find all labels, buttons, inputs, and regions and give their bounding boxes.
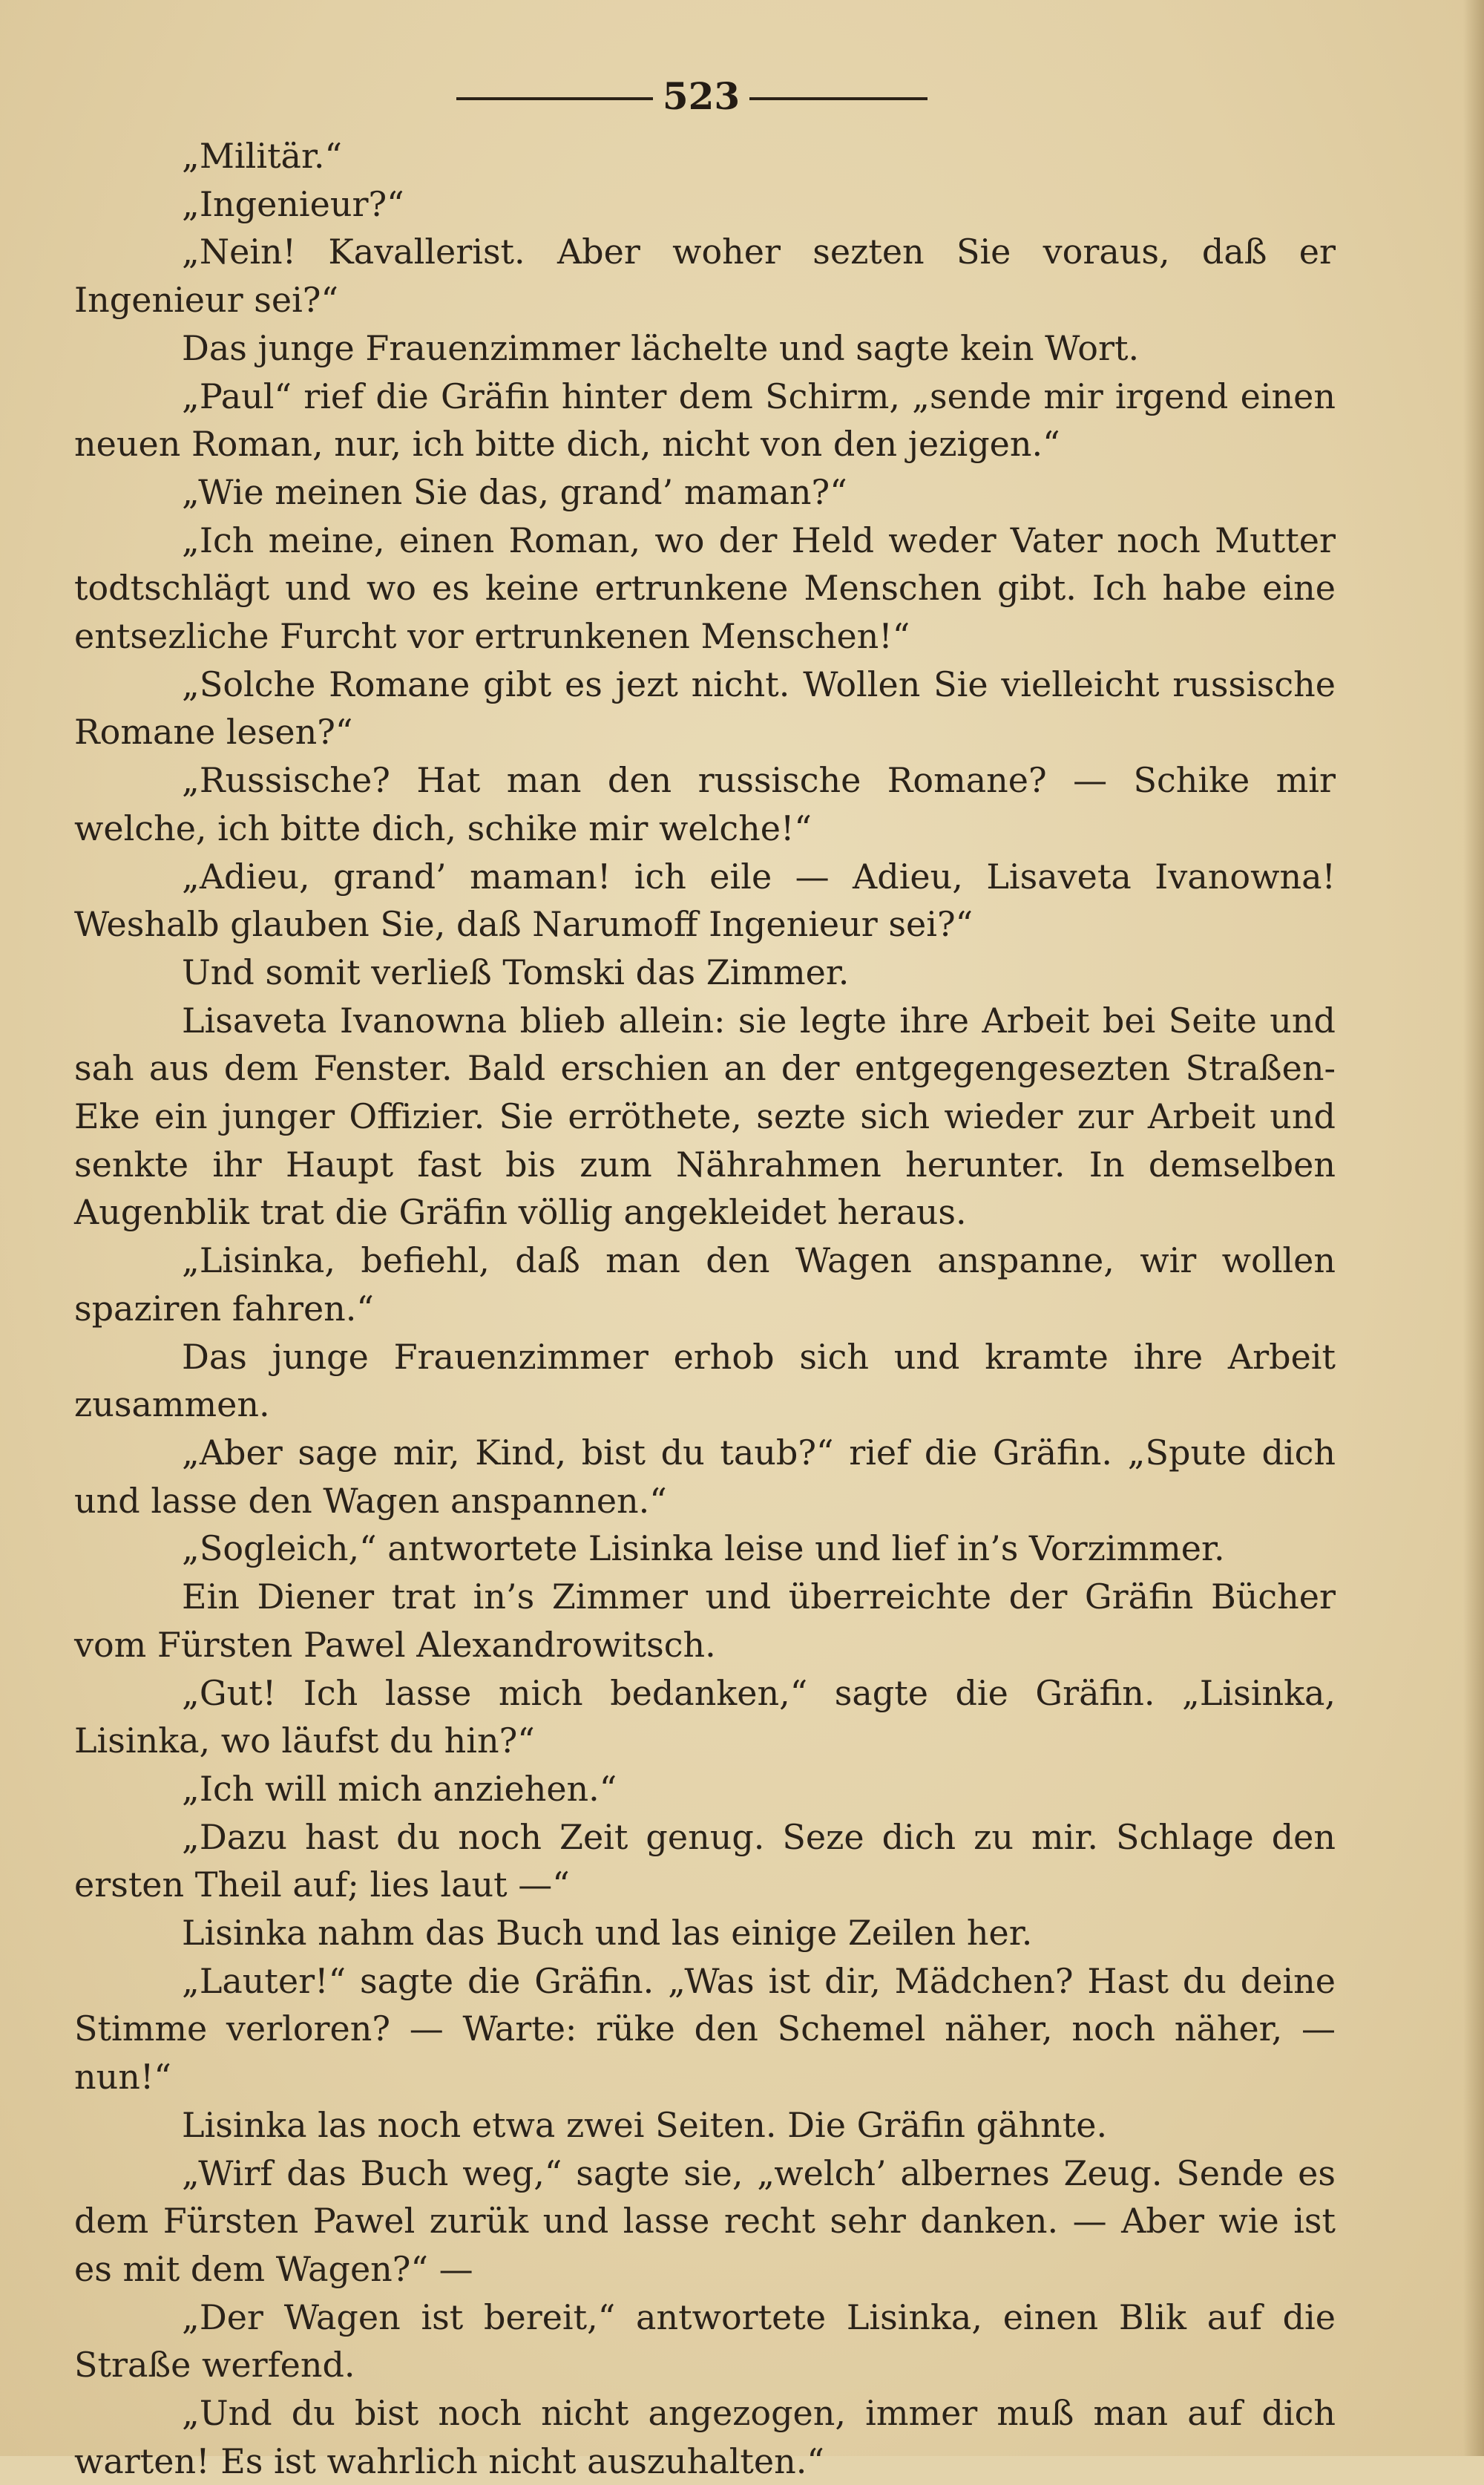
- paragraph: „Adieu, grand’ maman! ich eile — Adieu, Lisaveta Ivanowna! Weshalb glauben Sie, daß Narumoff Ingenieur sei?“: [74, 856, 1336, 945]
- paragraph: „Paul“ rief die Gräfin hinter dem Schirm, „sende mir irgend einen neuen Roman, nur, ich bitte dich, nicht von den jezigen.“: [74, 376, 1336, 465]
- header-rule-right: [749, 97, 928, 100]
- paragraph: „Wirf das Buch weg,“ sagte sie, „welch’ albernes Zeug. Sende es dem Fürsten Pawel zurük und lasse recht sehr danken. — Aber wie ist es mit dem Wagen?“ —: [74, 2152, 1336, 2289]
- paragraph: Lisaveta Ivanowna blieb allein: sie legte ihre Arbeit bei Seite und sah aus dem Fenster. Bald erschien an der entgegengesezten Straßen-Eke ein junger Offizier. Sie erröthete, sezte sich wieder zur Arbeit und senkte ihr Haupt fast bis zum Nährahmen herunter. In demselben Augenblik trat die Gräfin völlig angekleidet heraus.: [74, 1000, 1336, 1233]
- paragraph: „Sogleich,“ antwortete Lisinka leise und lief in’s Vorzimmer.: [182, 1528, 1225, 1569]
- paragraph: Lisinka las noch etwa zwei Seiten. Die Gräfin gähnte.: [182, 2104, 1108, 2145]
- paragraph: „Nein! Kavallerist. Aber woher sezten Sie voraus, daß er Ingenieur sei?“: [74, 232, 1336, 321]
- paragraph: „Solche Romane gibt es jezt nicht. Wollen Sie vielleicht russische Romane lesen?“: [74, 664, 1336, 753]
- paragraph: Das junge Frauenzimmer erhob sich und kramte ihre Arbeit zusammen.: [74, 1336, 1336, 1425]
- paragraph: „Militär.“: [182, 136, 343, 176]
- paragraph: „Wie meinen Sie das, grand’ maman?“: [182, 471, 847, 512]
- page-edge-shadow: [1463, 0, 1484, 2456]
- paragraph: „Ich will mich anziehen.“: [182, 1768, 617, 1809]
- paragraph: „Ich meine, einen Roman, wo der Held weder Vater noch Mutter todtschlägt und wo es keine ertrunkene Menschen gibt. Ich habe eine entsezliche Furcht vor ertrunkenen Menschen!“: [74, 520, 1336, 657]
- paragraph: „Dazu hast du noch Zeit genug. Seze dich zu mir. Schlage den ersten Theil auf; lies laut —“: [74, 1816, 1336, 1905]
- page-header: [0, 71, 1484, 122]
- paragraph: Und somit verließ Tomski das Zimmer.: [182, 952, 850, 992]
- page-number: 523: [662, 74, 741, 118]
- body-text: [74, 132, 1336, 2485]
- paragraph: Das junge Frauenzimmer lächelte und sagte kein Wort.: [182, 327, 1140, 368]
- paragraph: „Lisinka, befiehl, daß man den Wagen anspanne, wir wollen spaziren fahren.“: [74, 1240, 1336, 1329]
- paragraph: Lisinka nahm das Buch und las einige Zeilen her.: [182, 1913, 1033, 1954]
- paragraph: „Aber sage mir, Kind, bist du taub?“ rief die Gräfin. „Spute dich und lasse den Wagen anspannen.“: [74, 1432, 1336, 1521]
- paragraph: „Lauter!“ sagte die Gräfin. „Was ist dir, Mädchen? Hast du deine Stimme verloren? — Warte: rüke den Schemel näher, noch näher, — nun!“: [74, 1960, 1336, 2098]
- paragraph: „Russische? Hat man den russische Romane? — Schike mir welche, ich bitte dich, schike mir welche!“: [74, 760, 1336, 848]
- paragraph: „Der Wagen ist bereit,“ antwortete Lisinka, einen Blik auf die Straße werfend.: [74, 2296, 1336, 2386]
- paragraph: Ein Diener trat in’s Zimmer und überreichte der Gräfin Bücher vom Fürsten Pawel Alexandrowitsch.: [74, 1577, 1336, 1665]
- paragraph: „Ingenieur?“: [182, 183, 404, 224]
- paragraph: „Und du bist noch nicht angezogen, immer muß man auf dich warten! Es ist wahrlich nicht auszuhalten.“: [74, 2393, 1336, 2481]
- paragraph: „Gut! Ich lasse mich bedanken,“ sagte die Gräfin. „Lisinka, Lisinka, wo läufst du hin?“: [74, 1672, 1336, 1761]
- header-rule-left: [456, 97, 653, 100]
